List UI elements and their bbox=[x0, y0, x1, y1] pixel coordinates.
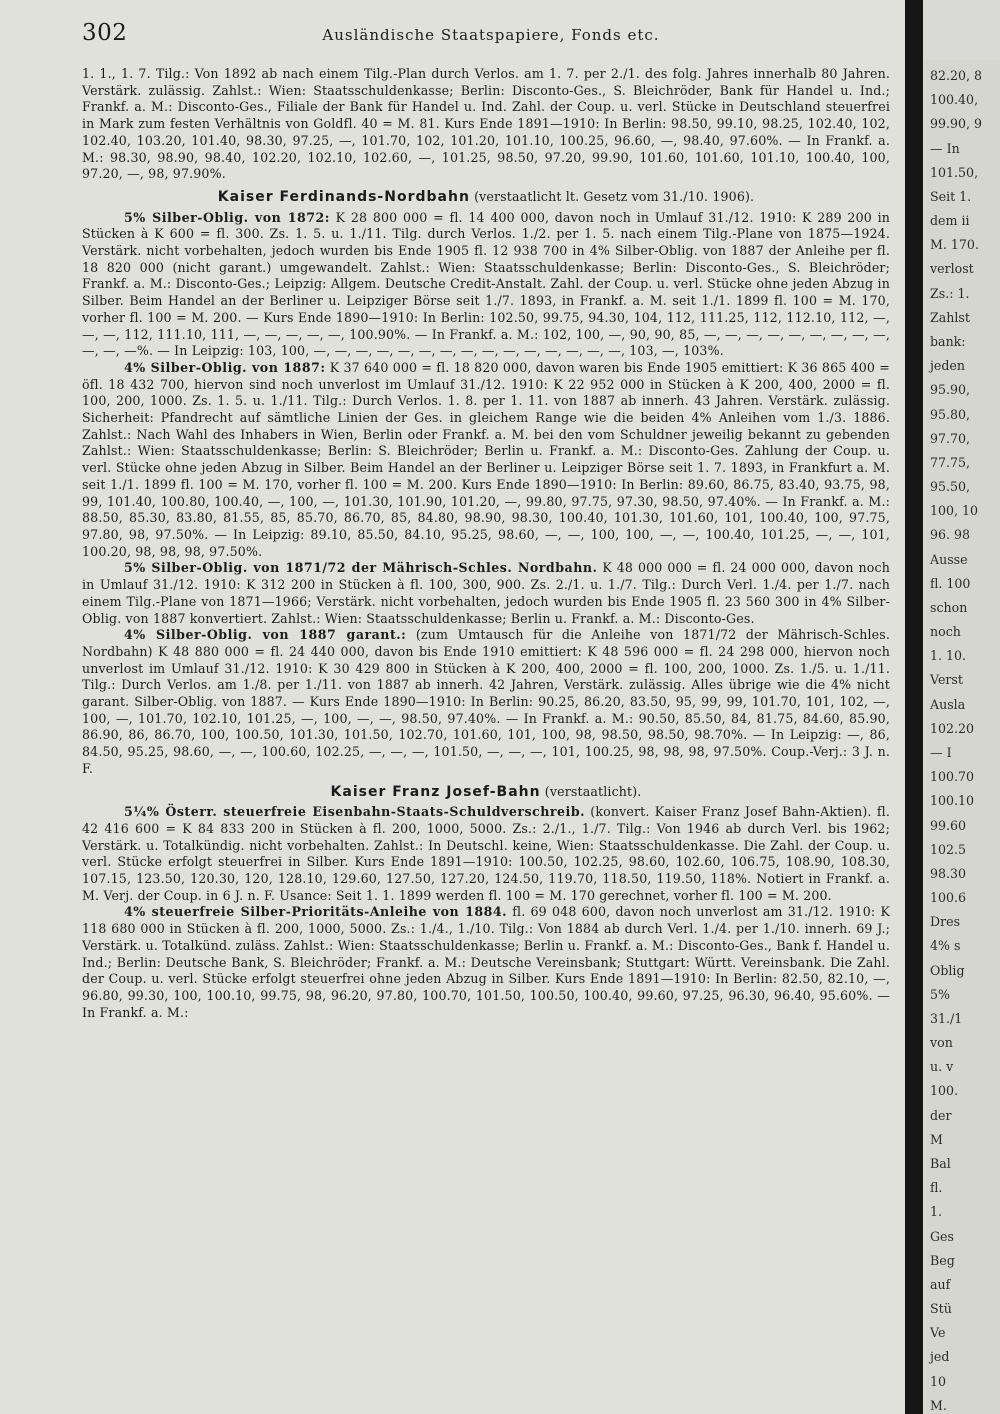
adjacent-line: 100, 10 bbox=[930, 503, 979, 518]
adjacent-line: jeden bbox=[930, 358, 965, 373]
section-note: (verstaatlicht lt. Gesetz vom 31./10. 1906). bbox=[474, 188, 755, 204]
adjacent-line: 100.10 bbox=[930, 793, 975, 808]
adjacent-line: 95.80, bbox=[930, 407, 971, 422]
bond-text: K 37 640 000 = fl. 18 820 000, davon waren bis Ende 1905 emittiert: K 36 865 400 = öfl. 18 432 700, hiervon sind noch unverlost im Umlauf 31./12. 1910: K 22 952 000 in Stücken à K 200, 400, 2000 = fl. 100, 200, 1000. Zs. 1. 5. u. 1./11. Tilg.: Durch Verlos. 1. 8. per 1. 11. von 1887 ab innerh. 43 Jahren. Verstärk. zulässig. Sicherheit: Pfandrecht auf sämtliche Linien der Ges. in gleichem Range wie die beiden 4% Anleihen vom 1./3. 1886. Zahlst.: Nach Wahl des Inhabers in Wien, Berlin oder Frankf. a. M. bei den vom Schuldner jeweilig bekannt zu gebenden Zahlst.: Wien: Staatsschuldenkasse; Berlin: S. Bleichröder; Berlin u. Frankf. a. M.: Disconto-Ges. Zahlung der Coup. u. verl. Stücke ohne jeden Abzug in Silber. Beim Handel an der Berliner u. Leipziger Börse seit 1. 7. 1893, in Frankfurt a. M. seit 1./1. 1899 fl. 100 = M. 170, vorher fl. 100 = M. 200. Kurs Ende 1890—1910: In Berlin: 89.60, 86.75, 83.40, 93.75, 98, 99, 101.40, 100.80, 100.40, —, 100, —, 101.30, 101.90, 101.20, —, 99.80, 97.75, 97.30, 98.50, 97.40%. — In Frankf. a. M.: 88.50, 85.30, 83.80, 81.55, 85, 85.70, 86.70, 85, 84.80, 98.90, 98.30, 100.40, 101.30, 101.60, 101, 100.40, 100, 97.75, 97.80, 98, 97.50%. — In Leipzig: 89.10, 85.50, 84.10, 95.25, 98.60, —, —, 100, 100, —, —, 100.40, 101.25, —, —, 101, 100.20, 98, 98, 98, 97.50%. bbox=[82, 359, 890, 559]
section-title: Kaiser Franz Josef-Bahn bbox=[330, 783, 541, 800]
bond-entry bbox=[82, 560, 890, 627]
adjacent-line: Verst bbox=[930, 672, 963, 687]
adjacent-line: noch bbox=[930, 624, 961, 639]
adjacent-line: — In bbox=[930, 141, 960, 156]
adjacent-line: 95.50, bbox=[930, 479, 971, 494]
bond-title: 5¼% Österr. steuerfreie Eisenbahn-Staats-Schuldverschreib. bbox=[124, 804, 586, 820]
adjacent-line: der bbox=[930, 1108, 952, 1123]
adjacent-line: 31./1 bbox=[930, 1011, 963, 1026]
bond-text: fl. 69 048 600, davon noch unverlost am 31./12. 1910: K 118 680 000 in Stücken à fl. 200, 1000, 5000. Zs.: 1./4., 1./10. Tilg.: Von 1884 ab durch Verl. 1./4. per 1./10. innerh. 69 J.; Verstärk. u. Totalkünd. zuläss. Zahlst.: Wien: Staatsschuldenkasse; Berlin u. Frankf. a. M.: Disconto-Ges., Bank f. Handel u. Ind.; Berlin: Deutsche Bank, S. Bleichröder; Frankf. a. M.: Deutsche Vereinsbank; Stuttgart: Württ. Vereinsbank. Die Zahl. der Coup. u. verl. Stücke erfolgt steuerfrei ohne jeden Abzug in Silber. Kurs Ende 1891—1910: In Berlin: 82.50, 82.10, —, 96.80, 99.30, 100, 100.10, 99.75, 98, 96.20, 97.80, 100.70, 101.50, 100.50, 100.40, 99.60, 97.25, 96.30, 96.40, 95.60%. — In Frankf. a. M.: bbox=[82, 904, 890, 1020]
adjacent-line: 102.5 bbox=[930, 842, 967, 857]
adjacent-line: 100.6 bbox=[930, 890, 967, 905]
adjacent-line: auf bbox=[930, 1277, 951, 1292]
adjacent-line: 5% bbox=[930, 987, 950, 1002]
adjacent-line: 96. 98 bbox=[930, 527, 971, 542]
adjacent-line: Stü bbox=[930, 1301, 952, 1316]
adjacent-line: 100.40, bbox=[930, 92, 979, 107]
bond-title: 5% Silber-Oblig. von 1872: bbox=[124, 209, 330, 225]
adjacent-line: Ausse bbox=[930, 552, 968, 567]
adjacent-line: 99.60 bbox=[930, 818, 967, 833]
adjacent-line: 101.50, bbox=[930, 165, 979, 180]
adjacent-line: M. bbox=[930, 1398, 947, 1413]
adjacent-line: Zs.: 1. bbox=[930, 286, 970, 301]
adjacent-line: Ges bbox=[930, 1229, 954, 1244]
adjacent-line: Ausla bbox=[930, 697, 966, 712]
adjacent-line: Beg bbox=[930, 1253, 955, 1268]
adjacent-line: 95.90, bbox=[930, 382, 971, 397]
adjacent-line: 99.90, 9 bbox=[930, 116, 983, 131]
bond-entry bbox=[82, 904, 890, 1021]
adjacent-line: 100.70 bbox=[930, 769, 975, 784]
section-title: Kaiser Ferdinands-Nordbahn bbox=[217, 188, 470, 205]
adjacent-line: 98.30 bbox=[930, 866, 967, 881]
page-header bbox=[82, 20, 900, 50]
adjacent-line: u. v bbox=[930, 1059, 954, 1074]
section-heading bbox=[82, 189, 890, 206]
bond-text: (konvert. Kaiser Franz Josef Bahn-Aktien). fl. 42 416 600 = K 84 833 200 in Stücken à fl. 200, 1000, 5000. Zs.: 2./1., 1./7. Tilg.: Von 1946 ab durch Verl. bis 1962; Verstärk. u. Totalkündig. nicht vorbehalten. Zahlst.: In Deutschl. keine, Wien: Staatsschuldenkasse. Die Zahl. der Coup. u. verl. Stücke erfolgt steuerfrei in Silber. Kurs Ende 1891—1910: 100.50, 102.25, 98.60, 102.60, 106.75, 108.90, 108.30, 107.15, 123.50, 120.30, 120, 128.10, 129.60, 127.50, 127.20, 124.50, 119.70, 118.50, 119.50, 118%. Notiert in Frankf. a. M. Verj. der Coup. in 6 J. n. F. Usance: Seit 1. 1. 1899 werden fl. 100 = M. 170 gerechnet, vorher fl. 100 = M. 200. bbox=[82, 804, 890, 903]
adjacent-line: M. 170. bbox=[930, 237, 979, 252]
adjacent-line: 1. 10. bbox=[930, 648, 967, 663]
bond-text: K 28 800 000 = fl. 14 400 000, davon noch in Umlauf 31./12. 1910: K 289 200 in Stücken à K 600 = fl. 300. Zs. 1. 5. u. 1./11. Tilg. durch Verlos. 1./2. per 1. 5. nach einem Tilg.-Plane von 1875—1924. Verstärk. nicht vorbehalten, jedoch wurden bis Ende 1905 fl. 12 938 700 in 4% Silber-Oblig. von 1887 der Anleihe per fl. 18 820 000 (nicht garant.) umgewandelt. Zahlst.: Wien: Staatsschuldenkasse; Berlin: Disconto-Ges., S. Bleichröder; Frankf. a. M.: Disconto-Ges.; Leipzig: Allgem. Deutsche Credit-Anstalt. Zahl. der Coup. u. verl. Stücke ohne jeden Abzug in Silber. Beim Handel an der Berliner u. Leipziger Börse seit 1./7. 1893, in Frankf. a. M. seit 1./1. 1899 fl. 100 = M. 170, vorher fl. 100 = M. 200. — Kurs Ende 1890—1910: In Berlin: 102.50, 99.75, 94.30, 104, 112, 111.25, 112, 112.10, 112, —, —, —, 112, 111.10, 111, —, —, —, —, —, 100.90%. — In Frankf. a. M.: 102, 100, —, 90, 90, 85, —, —, —, —, —, —, —, —, —, —, —, —%. — In Leipzig: 103, 100, —, —, —, —, —, —, —, —, —, —, —, —, —, —, —, 103, —, 103%. bbox=[82, 209, 891, 359]
book-gutter bbox=[905, 0, 923, 1414]
bond-entry bbox=[82, 360, 890, 560]
adjacent-line: — I bbox=[930, 745, 952, 760]
adjacent-line: M bbox=[930, 1132, 943, 1147]
intro-paragraph: 1. 1., 1. 7. Tilg.: Von 1892 ab nach einem Tilg.-Plan durch Verlos. am 1. 7. per 2./1. des folg. Jahres innerhalb 80 Jahren. Verstärk. zulässig. Zahlst.: Wien: Staatsschuldenkasse; Berlin: Disconto-Ges., S. Bleichröder, Bank für Handel u. Ind.; Frankf. a. M.: Disconto-Ges., Filiale der Bank für Handel u. Ind. Zahl. der Coup. u. verl. Stücke in Deutschland steuerfrei in Mark zum festen Verhältnis von Goldfl. 40 = M. 81. Kurs Ende 1891—1910: In Berlin: 98.50, 99.10, 98.25, 102.40, 102, 102.40, 103.20, 101.40, 98.30, 97.25, —, 101.70, 102, 101.20, 101.10, 100.25, 96.60, —, 98.40, 97.60%. — In Frankf. a. M.: 98.30, 98.90, 98.40, 102.20, 102.10, 102.60, —, 101.25, 98.50, 97.20, 99.90, 101.60, 101.60, 101.10, 100.40, 100, 97.20, —, 98, 97.90%. bbox=[82, 66, 890, 182]
adjacent-line: schon bbox=[930, 600, 968, 615]
adjacent-line: Ve bbox=[930, 1325, 946, 1340]
adjacent-line: bank: bbox=[930, 334, 966, 349]
adjacent-line: Oblig bbox=[930, 963, 965, 978]
adjacent-line: dem ii bbox=[930, 213, 970, 228]
main-text bbox=[82, 66, 890, 1021]
bond-title: 4% steuerfreie Silber-Prioritäts-Anleihe von 1884. bbox=[124, 904, 508, 920]
bond-text: (zum Umtausch für die Anleihe von 1871/72 der Mährisch-Schles. Nordbahn) K 48 880 000 = fl. 24 440 000, davon bis Ende 1910 emittiert: K 48 596 000 = fl. 24 298 000, hiervon noch unverlost im Umlauf 31./12. 1910: K 30 429 800 in Stücken à K 200, 400, 2000 = fl. 100, 200, 1000. Zs. 1./5. u. 1./11. Tilg.: Durch Verlos. am 1./8. per 1./11. von 1887 ab innerh. 42 Jahren, Verstärk. zulässig. Alles übrige wie die 4% nicht garant. Silber-Oblig. von 1887. — Kurs Ende 1890—1910: In Berlin: 90.25, 86.20, 83.50, 95, 99, 99, 101.70, 101, 102, —, 100, —, 101.70, 102.10, 101.25, —, 100, —, —, 98.50, 97.40%. — In Frankf. a. M.: 90.50, 85.50, 84, 81.75, 84.60, 85.90, 86.90, 86, 86.70, 100, 100.50, 101.30, 101.50, 102.70, 101.60, 101, 100, 98, 98.50, 98.50, 98.70%. — In Leipzig: —, 86, 84.50, 95.25, 98.60, —, —, 100.60, 102.25, —, —, —, 101.50, —, —, —, 101, 100.25, 98, 98, 98, 97.50%. Coup.-Verj.: 3 J. n. F. bbox=[82, 627, 891, 776]
bond-title: 4% Silber-Oblig. von 1887 garant.: bbox=[124, 627, 407, 643]
adjacent-line: 97.70, bbox=[930, 431, 971, 446]
adjacent-line: Bal bbox=[930, 1156, 951, 1171]
bond-title: 5% Silber-Oblig. von 1871/72 der Mährisch-Schles. Nordbahn. bbox=[124, 560, 598, 576]
adjacent-line: 77.75, bbox=[930, 455, 971, 470]
adjacent-line: fl. 100 bbox=[930, 576, 971, 591]
bond-entry bbox=[82, 804, 890, 904]
adjacent-line: 10 bbox=[930, 1374, 947, 1389]
adjacent-line: 4% s bbox=[930, 938, 961, 953]
adjacent-line: Dres bbox=[930, 914, 961, 929]
section-heading bbox=[82, 784, 890, 801]
adjacent-line: verlost bbox=[930, 261, 974, 276]
adjacent-line: 102.20 bbox=[930, 721, 975, 736]
adjacent-line: Zahlst bbox=[930, 310, 970, 325]
adjacent-line: fl. bbox=[930, 1180, 943, 1195]
bond-entry bbox=[82, 627, 890, 777]
bond-text: K 48 000 000 = fl. 24 000 000, davon noch in Umlauf 31./12. 1910: K 312 200 in Stücken à fl. 100, 300, 900. Zs. 2./1. u. 1./7. Tilg.: Durch Verl. 1./4. per 1./7. nach einem Tilg.-Plane von 1871—1966; Verstärk. nicht vorbehalten, jedoch wurden bis Ende 1905 fl. 23 560 300 in 4% Silber-Oblig. von 1887 konvertiert. Zahlst.: Wien: Staatsschuldenkasse; Berlin u. Frankf. a. M.: Disconto-Ges. bbox=[82, 560, 891, 626]
bond-entry bbox=[82, 210, 890, 360]
adjacent-line: Seit 1. bbox=[930, 189, 972, 204]
adjacent-line: von bbox=[930, 1035, 953, 1050]
adjacent-page-fragment bbox=[926, 60, 1000, 1414]
running-title: Ausländische Staatspapiere, Fonds etc. bbox=[322, 26, 660, 44]
page-number: 302 bbox=[82, 20, 128, 46]
adjacent-line: jed bbox=[930, 1349, 950, 1364]
adjacent-line: 100. bbox=[930, 1083, 959, 1098]
bond-title: 4% Silber-Oblig. von 1887: bbox=[124, 359, 326, 375]
section-note: (verstaatlicht). bbox=[544, 783, 642, 799]
adjacent-line: 82.20, 8 bbox=[930, 68, 983, 83]
adjacent-line: 1. bbox=[930, 1204, 943, 1219]
